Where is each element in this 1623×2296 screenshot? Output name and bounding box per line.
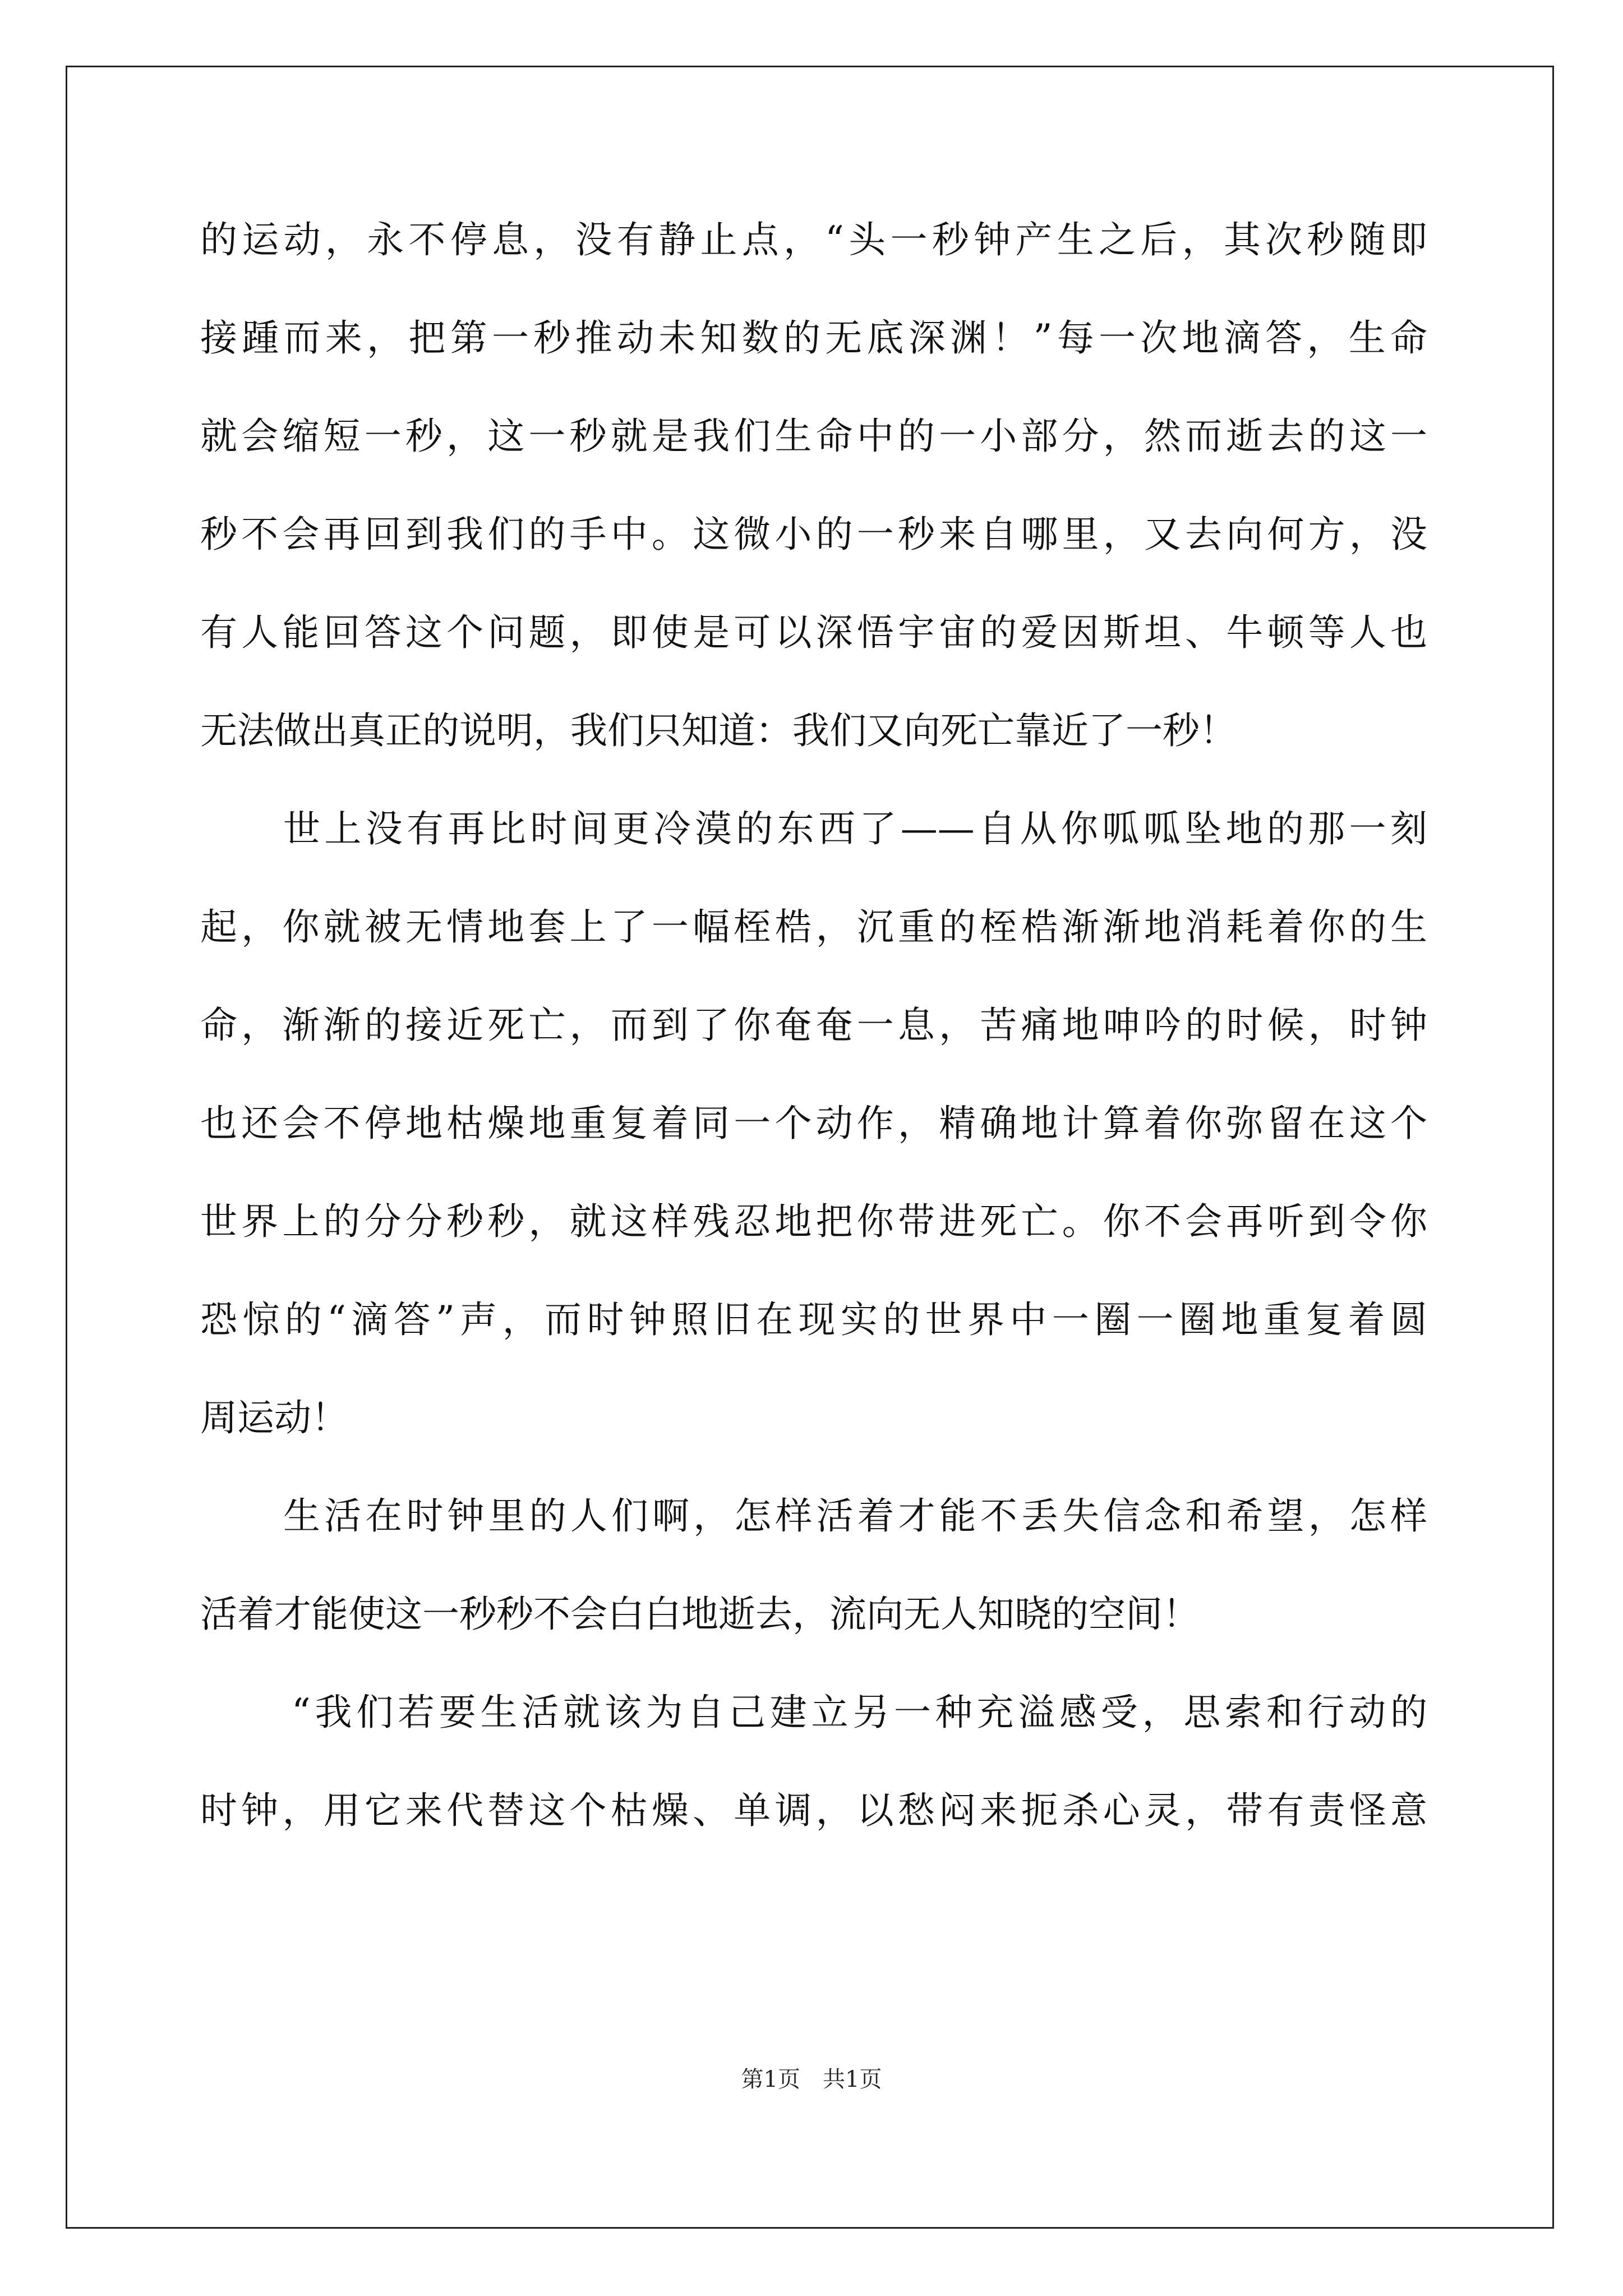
text-line: 就会缩短一秒，这一秒就是我们生命中的一小部分，然而逝去的这一 — [200, 415, 1427, 458]
text-line: 世上没有再比时间更冷漠的东西了——自从你呱呱坠地的那一刻 — [283, 807, 1427, 850]
text-line: 世界上的分分秒秒，就这样残忍地把你带进死亡。你不会再听到令你 — [200, 1200, 1427, 1243]
text-line: 无法做出真正的说明，我们只知道：我们又向死亡靠近了一秒！ — [200, 709, 1237, 752]
text-line: 秒不会再回到我们的手中。这微小的一秒来自哪里，又去向何方，没 — [200, 513, 1427, 556]
text-line: 接踵而来，把第一秒推动未知数的无底深渊！”每一次地滴答，生命 — [200, 316, 1427, 360]
text-line: 活着才能使这一秒秒不会白白地逝去，流向无人知晓的空间！ — [200, 1593, 1200, 1636]
text-line: 恐惊的“滴答”声，而时钟照旧在现实的世界中一圈一圈地重复着圆 — [200, 1298, 1427, 1341]
text-line: 的运动，永不停息，没有静止点，“头一秒钟产生之后，其次秒随即 — [200, 218, 1427, 261]
text-line: 命，渐渐的接近死亡，而到了你奄奄一息，苦痛地呻吟的时候，时钟 — [200, 1004, 1427, 1047]
text-line: 周运动！ — [200, 1396, 348, 1439]
text-line: 生活在时钟里的人们啊，怎样活着才能不丢失信念和希望，怎样 — [283, 1494, 1427, 1538]
text-line: 有人能回答这个问题，即使是可以深悟宇宙的爱因斯坦、牛顿等人也 — [200, 611, 1427, 654]
page-number: 第1页 共1页 — [741, 2067, 882, 2092]
text-line: 时钟，用它来代替这个枯燥、单调，以愁闷来扼杀心灵，带有责怪意 — [200, 1789, 1427, 1832]
document-body — [200, 191, 1427, 1860]
text-line: “我们若要生活就该为自己建立另一种充溢感受，思索和行动的 — [292, 1691, 1427, 1734]
text-line: 起，你就被无情地套上了一幅桎梏，沉重的桎梏渐渐地消耗着你的生 — [200, 905, 1427, 949]
text-line: 也还会不停地枯燥地重复着同一个动作，精确地计算着你弥留在这个 — [200, 1102, 1427, 1145]
